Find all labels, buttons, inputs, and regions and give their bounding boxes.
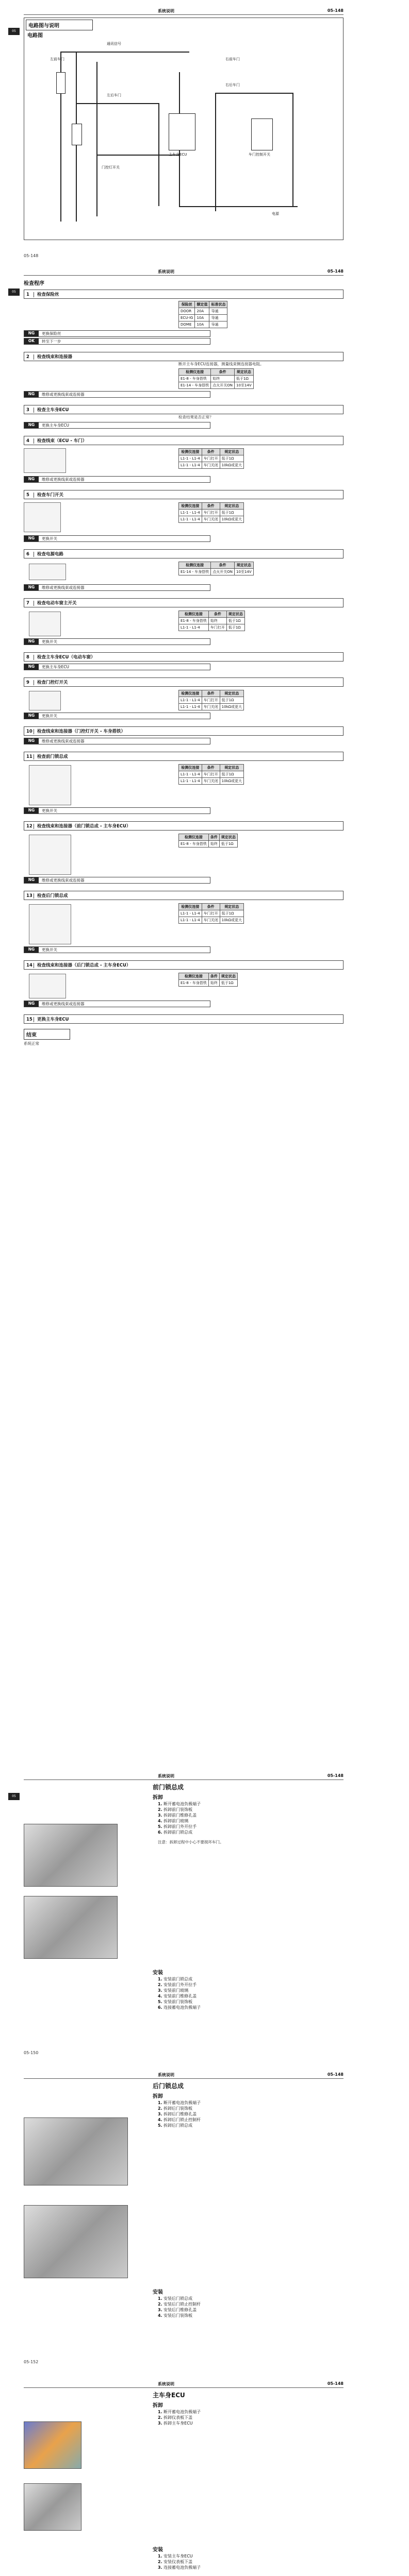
step-label: 检查主车身ECU: [37, 408, 69, 413]
measure-table: 检测仪连接 条件 规定状态 L1-1 - L1-4 车门打开 低于1Ω L1-1 - L1-4 车门关闭 10kΩ或更大: [178, 690, 244, 710]
measure-table: 检测仪连接 条件 规定状态 L1-1 - L1-4 车门打开 低于1Ω L1-1 - L1-4 车门关闭 10kΩ或更大: [178, 764, 244, 785]
table-row: E1-14 - 车身搭铁 点火开关ON 10至14V: [179, 382, 254, 389]
table-row: E1-8 - 车身搭铁 始终 低于1Ω: [179, 618, 245, 624]
removal-steps: [158, 1801, 201, 1835]
step-8: 8 检查主车身ECU（电动车窗）: [24, 652, 343, 662]
table-row: E1-8 - 车身搭铁 始终 低于1Ω: [179, 980, 238, 987]
step-label: 检查线束和连接器（前门锁总成 - 主车身ECU）: [37, 824, 131, 829]
ng-result: NG 更换主车身ECU: [24, 422, 210, 429]
door-photo: [24, 2117, 128, 2185]
step-15: 15 更换主车身ECU: [24, 1014, 343, 1024]
step-12-body: [24, 831, 343, 877]
diagram-frame: [24, 18, 343, 240]
fuse-table: 保险丝 额定值 标准状态 DOOR 20A 导通 ECU-IG 10A 导通 DOME 10A 导通: [178, 301, 227, 328]
list-item: 3. 拆卸主车身ECU: [158, 2421, 193, 2426]
page-header: [24, 2071, 343, 2079]
header-title: 系统说明: [158, 2073, 174, 2077]
header-title: 系统说明: [158, 2382, 174, 2386]
header-page-number: 05-148: [327, 1773, 343, 1778]
header-title: 系统说明: [158, 1774, 174, 1778]
measure-table: 检测仪连接 条件 规定状态 L1-1 - L1-4 车门打开 低于1Ω L1-1 - L1-4 车门关闭 10kΩ或更大: [178, 903, 244, 924]
list-item: 3. 拆卸后门维修孔盖: [158, 2112, 197, 2116]
step-label: 检查线束和连接器（门控灯开关 - 车身搭铁）: [37, 729, 125, 734]
step-label: 检查线束和连接器（后门锁总成 - 主车身ECU）: [37, 963, 131, 968]
switch-figure: [29, 612, 61, 636]
list-item: 1. 断开蓄电池负极端子: [158, 1802, 201, 1806]
step-6-body: [24, 558, 343, 584]
connector-figure: [29, 974, 66, 998]
subsection-title: 拆卸: [153, 2403, 163, 2409]
subsection-title: 安装: [153, 2290, 163, 2295]
step-13-body: [24, 900, 343, 946]
page-3: [12, 1772, 343, 2061]
ng-result: NG 维修或更换线束或连接器: [24, 584, 210, 591]
ng-result: NG 更换保险丝: [24, 330, 210, 337]
step-label: 检查前门锁总成: [37, 754, 68, 759]
header-page-number: 05-148: [327, 269, 343, 274]
wiring-diagram: [45, 41, 323, 232]
page-footer: 05-152: [24, 2360, 39, 2364]
removal-steps: [158, 2100, 201, 2128]
procedure-end: 结束: [24, 1029, 70, 1040]
step-label: 检查电动车窗主开关: [37, 601, 77, 606]
table-row: L1-1 - L1-4 车门打开 低于1Ω: [179, 771, 244, 778]
label-comm-signal: 通讯信号: [107, 42, 121, 46]
step-label: 检查后门锁总成: [37, 893, 68, 899]
ng-result: NG 维修或更换线束或连接器: [24, 391, 210, 398]
table-row: E1-8 - 车身搭铁 始终 低于1Ω: [179, 376, 254, 382]
header-page-number: 05-148: [327, 2072, 343, 2077]
list-item: 3. 拆卸前门维修孔盖: [158, 1813, 197, 1818]
header-title: 系统说明: [158, 269, 174, 274]
step-label: 检查线束（ECU - 车门）: [37, 438, 87, 444]
door-lock-figure: [29, 765, 71, 805]
procedure-title: 检查程序: [24, 281, 44, 286]
step-14: 14 检查线束和连接器（后门锁总成 - 主车身ECU）: [24, 960, 343, 970]
table-row: ECU-IG 10A 导通: [179, 315, 227, 321]
page-4: [24, 2071, 343, 2370]
table-row: L1-1 - L1-4 车门关闭 10kΩ或更大: [179, 704, 244, 710]
ecu-photo: [24, 2421, 81, 2469]
door-photo: [24, 2205, 128, 2278]
step-2: 2 检查线束和连接器: [24, 352, 343, 361]
table-row: L1-1 - L1-4 车门打开 低于1Ω: [179, 697, 244, 704]
list-item: 2. 拆卸后门装饰板: [158, 2106, 193, 2111]
list-item: 1. 安装前门锁总成: [158, 1977, 193, 1981]
table-row: L1-1 - L1-4 车门打开 低于1Ω: [179, 910, 244, 917]
step-3: 3 检查主车身ECU: [24, 405, 343, 414]
table-row: L1-1 - L1-4 车门打开 低于1Ω: [179, 455, 244, 462]
table-row: DOME 10A 导通: [179, 321, 227, 328]
step-label: 检查保险丝: [37, 292, 59, 297]
measure-table: 检测仪连接 条件 规定状态 E1-14 - 车身搭铁 点火开关ON 10至14V: [178, 562, 254, 575]
measure-table: 检测仪连接 条件 规定状态 E1-8 - 车身搭铁 始终 低于1Ω E1-14 - 车身搭铁 点火开关ON 10至14V: [178, 368, 254, 389]
step-5-body: [24, 499, 343, 535]
switch-figure: [29, 691, 61, 710]
section-tab: 05: [8, 28, 20, 35]
table-row: L1-1 - L1-4 车门关闭 10kΩ或更大: [179, 516, 244, 523]
table-row: L1-1 - L1-4 车门关闭 10kΩ或更大: [179, 462, 244, 469]
ng-result: NG 维修或更换线束或连接器: [24, 738, 210, 744]
step-9-body: [24, 687, 343, 713]
door-lock-figure: [29, 904, 71, 944]
step-12: 12 检查线束和连接器（前门锁总成 - 主车身ECU）: [24, 821, 343, 831]
table-row: L1-1 - L1-4 车门打开 低于1Ω: [179, 624, 245, 631]
ng-result: NG 更换开关: [24, 638, 210, 645]
list-item: 1. 安装后门锁总成: [158, 2296, 193, 2301]
list-item: 2. 安装后门锁止控制杆: [158, 2302, 201, 2307]
switch-symbol: [72, 124, 82, 145]
page-footer: 05-150: [24, 2050, 39, 2055]
step-13: 13 检查后门锁总成: [24, 891, 343, 900]
measure-table: 检测仪连接 条件 规定状态 L1-1 - L1-4 车门打开 低于1Ω L1-1 - L1-4 车门关闭 10kΩ或更大: [178, 502, 244, 523]
label-rear-left-door: 左后车门: [107, 93, 121, 97]
measure-table: 检测仪连接 条件 规定状态 E1-8 - 车身搭铁 始终 低于1Ω: [178, 973, 238, 987]
ng-result: NG 更换主车身ECU: [24, 664, 210, 670]
list-item: 1. 安装主车身ECU: [158, 2554, 193, 2558]
list-item: 4. 拆卸后门锁止控制杆: [158, 2117, 201, 2122]
list-item: 4. 安装前门维修孔盖: [158, 1994, 197, 1998]
step-5: 5 检查车门开关: [24, 490, 343, 499]
subsection-title: 安装: [153, 2547, 163, 2553]
door-photo: [24, 1824, 118, 1887]
ecu-box: [169, 113, 195, 150]
measure-table: 检测仪连接 条件 规定状态 L1-1 - L1-4 车门打开 低于1Ω L1-1 - L1-4 车门关闭 10kΩ或更大: [178, 448, 244, 469]
ng-result: NG 更换开关: [24, 535, 210, 542]
diagram-box-title: 电路图与说明: [26, 20, 93, 30]
step-7-body: [24, 607, 343, 638]
header-page-number: 05-148: [327, 2381, 343, 2386]
section-tab: 05: [8, 289, 20, 296]
list-item: 3. 安装前门玻璃: [158, 1988, 189, 1993]
switch-symbol: [56, 72, 66, 94]
ng-result: NG 维修或更换线束或连接器: [24, 877, 210, 884]
ng-result: NG 更换开关: [24, 713, 210, 719]
header-title: 系统说明: [158, 9, 174, 13]
step-1: 1 检查保险丝: [24, 290, 343, 299]
step-11: 11 检查前门锁总成: [24, 752, 343, 761]
table-row: E1-14 - 车身搭铁 点火开关ON 10至14V: [179, 569, 254, 575]
install-steps: [158, 2553, 201, 2570]
list-item: 1. 断开蓄电池负极端子: [158, 2410, 201, 2414]
header-page-number: 05-148: [327, 8, 343, 13]
ng-result: NG 维修或更换线束或连接器: [24, 1001, 210, 1007]
label-rear-right-door: 右后车门: [225, 83, 240, 87]
page-header: [24, 7, 343, 15]
step-6: 6 检查电源电路: [24, 549, 343, 558]
table-row: E1-8 - 车身搭铁 始终 低于1Ω: [179, 841, 238, 848]
list-item: 6. 连接蓄电池负极端子: [158, 2005, 201, 2010]
list-item: 5. 拆卸后门锁总成: [158, 2123, 193, 2128]
install-steps: [158, 1976, 201, 2010]
ecu-photo: [24, 2483, 81, 2531]
step-label: 检查车门开关: [37, 493, 64, 498]
subsection-title: 拆卸: [153, 2094, 163, 2099]
list-item: 2. 拆卸前门装饰板: [158, 1807, 193, 1812]
list-item: 2. 安装仪表板下盖: [158, 2560, 193, 2564]
label-front-left-door: 左前车门: [50, 57, 64, 61]
measure-table-wrap: [178, 368, 343, 389]
step-label: 检查门控灯开关: [37, 680, 68, 685]
label-door-control-switch: 车门控制开关: [249, 152, 270, 157]
step-label: 检查电源电路: [37, 552, 64, 557]
list-item: 2. 拆卸仪表板下盖: [158, 2415, 193, 2420]
step-4-body: [24, 445, 343, 476]
step-7: 7 检查电动车窗主开关: [24, 598, 343, 607]
page-1: [12, 7, 343, 265]
caution-note: 注意：拆卸过程中小心不要损坏车门。: [158, 1840, 224, 1844]
step-4: 4 检查线束（ECU - 车门）: [24, 436, 343, 445]
diagram-subtitle: 电路图: [27, 33, 43, 39]
procedure-end-note: 系统正常: [24, 1041, 39, 1046]
door-photo: [24, 1896, 118, 1959]
table-row: L1-1 - L1-4 车门打开 低于1Ω: [179, 510, 244, 516]
page-header: [24, 2380, 343, 2388]
removal-steps: [158, 2409, 201, 2426]
ng-result: NG 维修或更换线束或连接器: [24, 476, 210, 483]
step-label: 检查主车身ECU（电动车窗）: [37, 655, 95, 660]
list-item: 6. 拆卸前门锁总成: [158, 1830, 193, 1835]
ng-result: NG 更换开关: [24, 807, 210, 814]
page-header: [24, 1772, 343, 1780]
subsection-title: 安装: [153, 1970, 163, 1976]
page-footer: 05-148: [24, 253, 39, 258]
list-item: 5. 拆卸前门外开拉手: [158, 1824, 197, 1829]
step-label: 检查线束和连接器: [37, 354, 73, 360]
label-courtesy-switch: 门控灯开关: [102, 165, 120, 170]
label-power: 电源: [272, 212, 279, 216]
step-11-body: [24, 761, 343, 807]
subsection-title: 拆卸: [153, 1795, 163, 1801]
ok-result: OK 转至下一步: [24, 338, 210, 345]
connector-figure: [29, 835, 71, 875]
connector-figure: [29, 564, 66, 580]
step-note: 检查结果是否正常？: [178, 415, 214, 419]
install-steps: [158, 2296, 201, 2318]
section-title: 前门锁总成: [153, 1784, 184, 1791]
section-tab: 05: [8, 1793, 20, 1800]
section-title: 主车身ECU: [153, 2392, 185, 2399]
section-title: 后门锁总成: [153, 2082, 184, 2090]
table-row: L1-1 - L1-4 车门关闭 10kΩ或更大: [179, 917, 244, 924]
label-front-right-door: 右前车门: [225, 57, 240, 61]
list-item: 3. 连接蓄电池负极端子: [158, 2565, 201, 2570]
list-item: 2. 安装前门外开拉手: [158, 1982, 197, 1987]
step-10: 10 检查线束和连接器（门控灯开关 - 车身搭铁）: [24, 726, 343, 736]
table-row: DOOR 20A 导通: [179, 308, 227, 315]
measure-table: 检测仪连接 条件 规定状态 E1-8 - 车身搭铁 始终 低于1Ω L1-1 - L1-4 车门打开 低于1Ω: [178, 611, 245, 631]
step-9: 9 检查门控灯开关: [24, 677, 343, 687]
list-item: 1. 断开蓄电池负极端子: [158, 2100, 201, 2105]
list-item: 3. 安装后门维修孔盖: [158, 2308, 197, 2312]
motor-box: [251, 118, 273, 150]
page-header: [24, 268, 343, 276]
label-main-body-ecu: 主车身ECU: [169, 152, 187, 157]
list-item: 4. 拆卸前门玻璃: [158, 1819, 189, 1823]
connector-figure: [24, 448, 66, 473]
switch-figure: [24, 502, 61, 532]
step-1-body: [178, 301, 343, 328]
page-5: [24, 2380, 343, 2576]
list-item: 4. 安装后门装饰板: [158, 2313, 193, 2318]
table-row: L1-1 - L1-4 车门关闭 10kΩ或更大: [179, 778, 244, 785]
page-2: [12, 268, 343, 1762]
measure-table: 检测仪连接 条件 规定状态 E1-8 - 车身搭铁 始终 低于1Ω: [178, 834, 238, 848]
list-item: 5. 安装前门装饰板: [158, 1999, 193, 2004]
step-label: 更换主车身ECU: [37, 1017, 69, 1022]
ng-result: NG 更换开关: [24, 946, 210, 953]
step-note: 断开主车身ECU连接器，测量线束侧连接器电阻。: [178, 362, 264, 366]
step-14-body: [24, 970, 343, 1001]
